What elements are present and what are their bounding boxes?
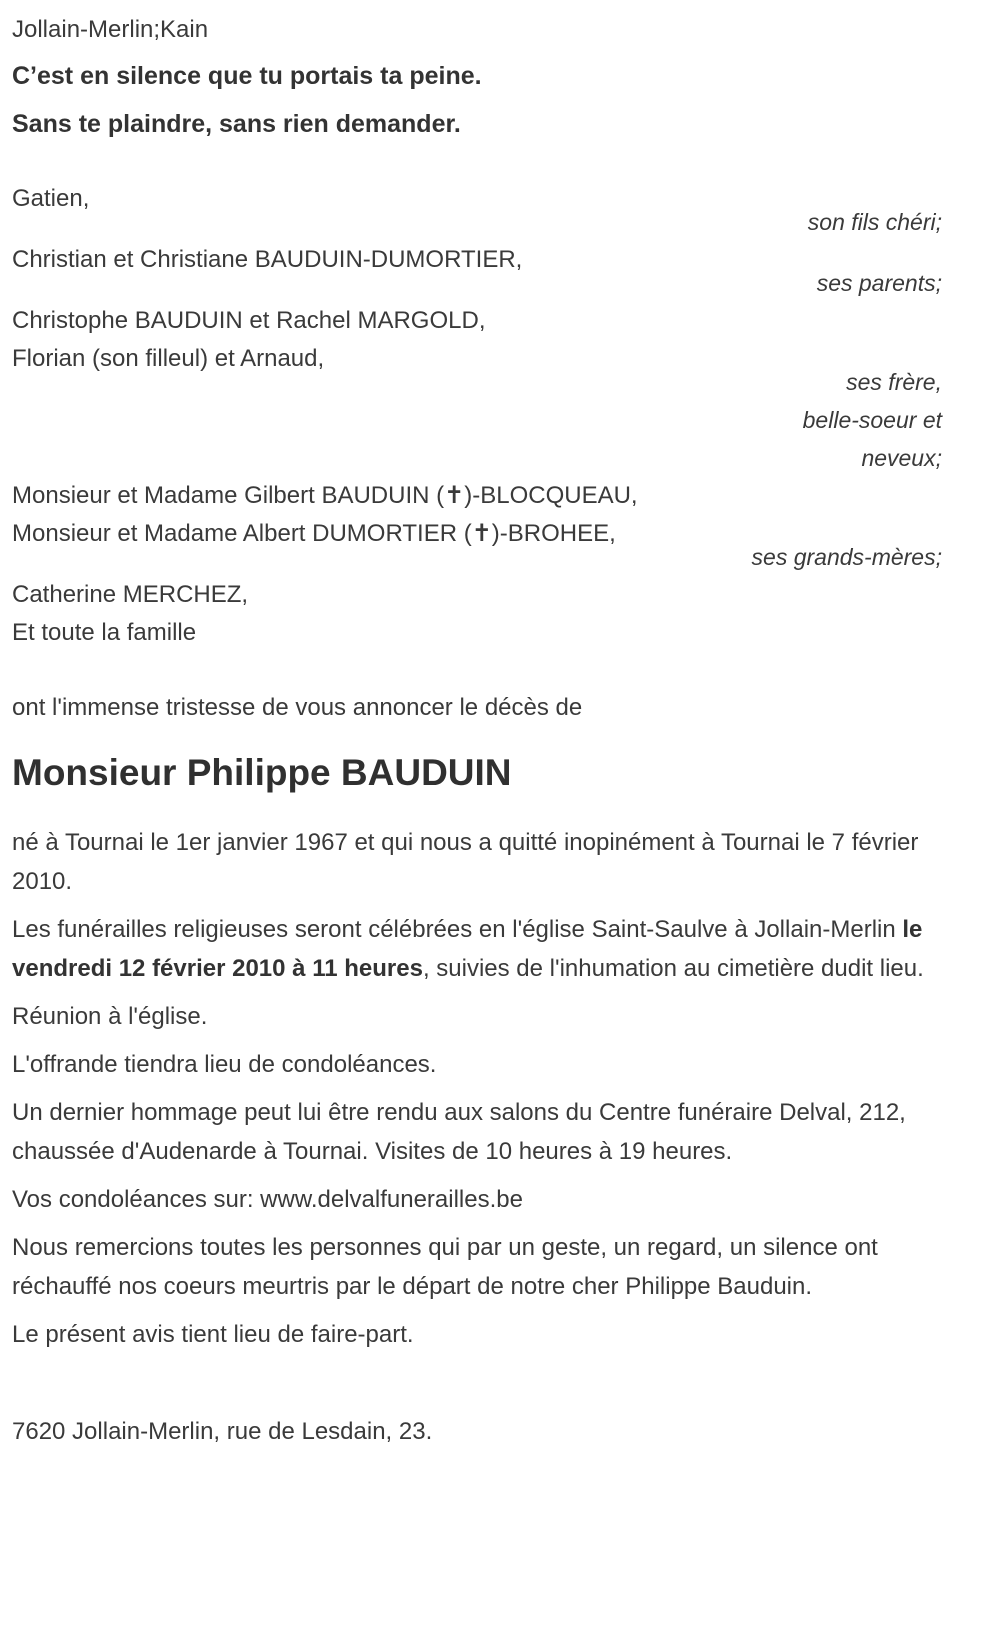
relation-label: neveux; <box>861 445 942 471</box>
family-member-line: Christian et Christiane BAUDUIN-DUMORTIER, <box>12 246 523 273</box>
relation-label: ses frère, <box>846 369 942 395</box>
location-header: Jollain-Merlin;Kain <box>12 16 209 43</box>
birth-death-paragraph: né à Tournai le 1er janvier 1967 et qui nous a quitté inopinément à Tournai le 7 février 2010. <box>12 829 919 895</box>
family-member-line: Gatien, <box>12 185 90 212</box>
family-member-line: Monsieur et Madame Albert DUMORTIER (✝)-BROHEE, <box>12 520 616 547</box>
funeral-paragraph <box>12 910 942 988</box>
relation-label: belle-soeur et <box>802 407 942 433</box>
condolences-url: www.delvalfunerailles.be <box>260 1186 523 1213</box>
relation-label: ses grands-mères; <box>751 544 942 570</box>
tribute-paragraph: Un dernier hommage peut lui être rendu aux salons du Centre funéraire Delval, 212, chaussée d'Audenarde à Tournai. Visites de 10 heures à 19 heures. <box>12 1099 906 1165</box>
offering-paragraph: L'offrande tiendra lieu de condoléances. <box>12 1051 437 1078</box>
family-member-line: Christophe BAUDUIN et Rachel MARGOLD, <box>12 307 486 334</box>
epigraph <box>12 52 942 148</box>
reunion-paragraph: Réunion à l'église. <box>12 1003 208 1030</box>
funeral-date-bold: le vendredi 12 février 2010 à 11 heures <box>12 916 923 982</box>
address-footer: 7620 Jollain-Merlin, rue de Lesdain, 23. <box>12 1418 433 1445</box>
epigraph-line-2: Sans te plaindre, sans rien demander. <box>12 110 461 138</box>
family-member-line: Catherine MERCHEZ, <box>12 581 249 608</box>
notice-paragraph: Le présent avis tient lieu de faire-part. <box>12 1321 414 1348</box>
relation-label: ses parents; <box>816 270 942 296</box>
deceased-name: Monsieur Philippe BAUDUIN <box>12 752 512 793</box>
relation-label: son fils chéri; <box>807 209 942 235</box>
family-member-line: Florian (son filleul) et Arnaud, <box>12 345 325 372</box>
thanks-paragraph: Nous remercions toutes les personnes qui par un geste, un regard, un silence ont réchauffé nos coeurs meurtris par le départ de notre cher Philippe Bauduin. <box>12 1234 878 1300</box>
family-member-line: Et toute la famille <box>12 619 197 646</box>
relation-group <box>12 203 942 241</box>
family-member-line: Monsieur et Madame Gilbert BAUDUIN (✝)-BLOCQUEAU, <box>12 482 638 509</box>
announcement-text: ont l'immense tristesse de vous annoncer le décès de <box>12 694 583 721</box>
funeral-text-after: , suivies de l'inhumation au cimetière dudit lieu. <box>422 955 924 982</box>
relation-group <box>12 363 942 477</box>
family-block-siblings <box>12 302 942 477</box>
condolences-paragraph <box>12 1180 942 1219</box>
family-block-others <box>12 576 942 652</box>
family-list <box>12 180 942 652</box>
family-block-parents <box>12 241 942 302</box>
family-block-grandmothers <box>12 477 942 576</box>
funeral-text-before: Les funérailles religieuses seront célébrées en l'église Saint-Saulve à Jollain-Merlin <box>12 916 903 943</box>
condolences-label: Vos condoléances sur: <box>12 1186 261 1213</box>
epigraph-line-1: C’est en silence que tu portais ta peine. <box>12 62 482 90</box>
family-block-son <box>12 180 942 241</box>
